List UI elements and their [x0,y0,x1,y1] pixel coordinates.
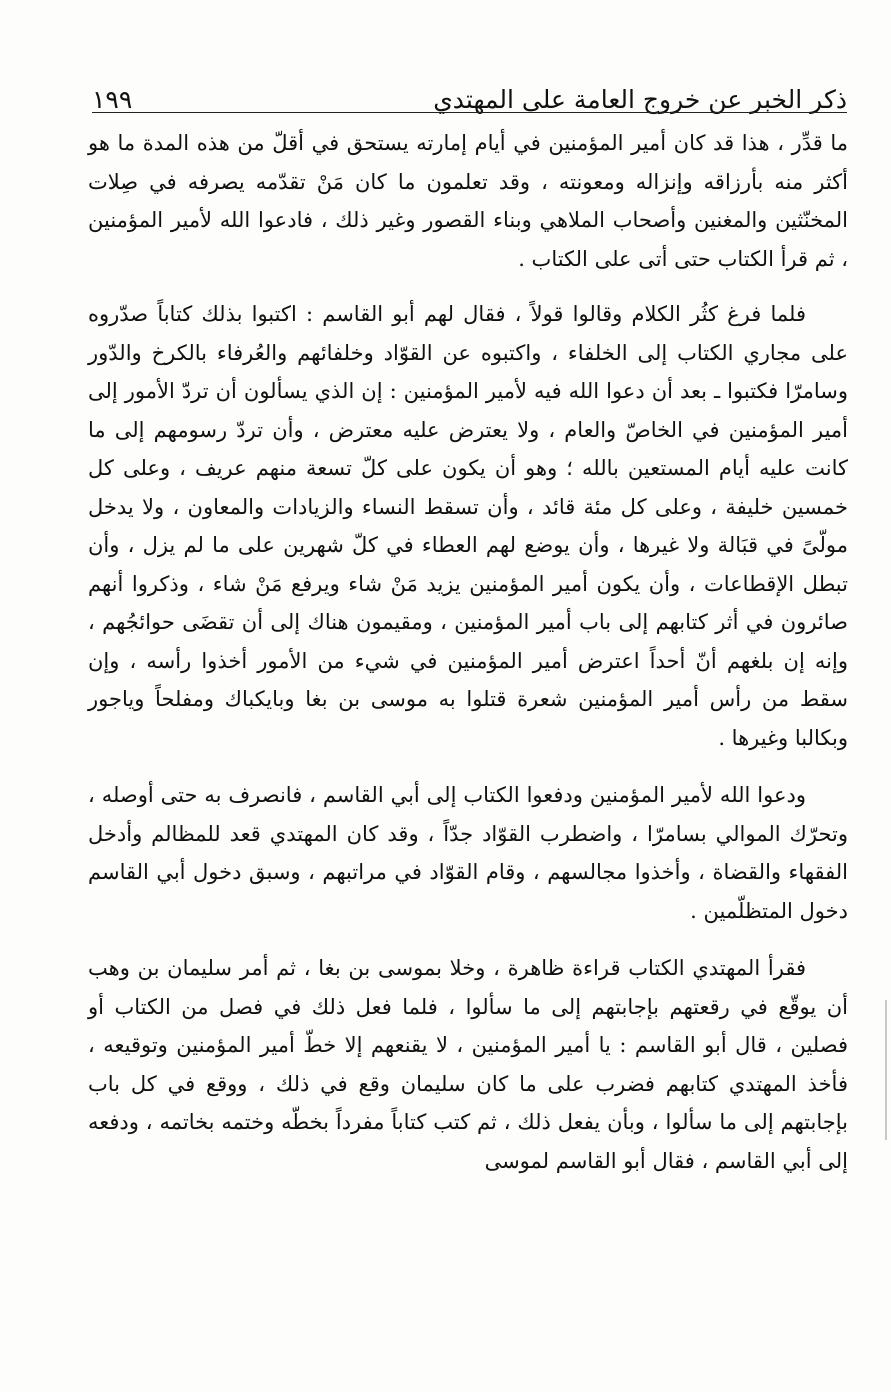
page-number: ١٩٩ [92,85,133,114]
running-title: ذكر الخبر عن خروج العامة على المهتدي [433,85,847,114]
scan-edge-mark [885,1000,887,1140]
paragraph-1: ما قدِّر ، هذا قد كان أمير المؤمنين في أيام إمارته يستحق في أقلّ من هذه المدة ما هو أكثر منه بأرزاقه وإنزاله ومعونته ، وقد تعلمون ما كان مَنْ تقدّمه يصرفه في صِلات المخنّثين والمغنين وأصحاب الملاهي وبناء القصور وغير ذلك ، فادعوا الله لأمير المؤمنين ، ثم قرأ الكتاب حتى أتى على الكتاب . [88,131,848,271]
page-header [92,60,847,112]
header-divider [92,112,847,113]
paragraph-4: فقرأ المهتدي الكتاب قراءة ظاهرة ، وخلا بموسى بن بغا ، ثم أمر سليمان بن وهب أن يوقّع في رقعتهم بإجابتهم إلى ما سألوا ، فلما فعل ذلك في فصل من الكتاب أو فصلين ، قال أبو القاسم : يا أمير المؤمنين ، لا يقنعهم إلا خطّ أمير المؤمنين وتوقيعه ، فأخذ المهتدي كتابهم فضرب على ما كان سليمان وقع في ذلك ، ووقع في كل باب بإجابتهم إلى ما سألوا ، وبأن يفعل ذلك ، ثم كتب كتاباً مفرداً بخطّه وختمه بخاتمه ، ودفعه إلى أبي القاسم ، فقال أبو القاسم لموسى [88,956,848,1173]
paragraph-3: ودعوا الله لأمير المؤمنين ودفعوا الكتاب إلى أبي القاسم ، فانصرف به حتى أوصله ، وتحرّك الموالي بسامرّا ، واضطرب القوّاد جدّاً ، وقد كان المهتدي قعد للمظالم وأدخل الفقهاء والقضاة ، وأخذوا مجالسهم ، وقام القوّاد في مراتبهم ، وسبق دخول أبي القاسم دخول المتظلّمين . [88,783,848,923]
page-body [88,124,848,1180]
paragraph-2: فلما فرغ كثُر الكلام وقالوا قولاً ، فقال لهم أبو القاسم : اكتبوا بذلك كتاباً صدّروه على مجاري الكتاب إلى الخلفاء ، واكتبوه عن القوّاد وخلفائهم والعُرفاء بالكرخ والدّور وسامرّا فكتبوا ـ بعد أن دعوا الله فيه لأمير المؤمنين : إن الذي يسألون أن تردّ الأمور إلى أمير المؤمنين في الخاصّ والعام ، ولا يعترض عليه معترض ، وأن تردّ رسومهم إلى ما كانت عليه أيام المستعين بالله ؛ وهو أن يكون على كلّ تسعة منهم عريف ، وعلى كل خمسين خليفة ، وعلى كل مئة قائد ، وأن تسقط النساء والزيادات والمعاون ، ولا يدخل مولّىً في قبَالة ولا غيرها ، وأن يوضع لهم العطاء في كلّ شهرين على ما لم يزل ، وأن تبطل الإقطاعات ، وأن يكون أمير المؤمنين يزيد مَنْ شاء ويرفع مَنْ شاء ، وذكروا أنهم صائرون في أثر كتابهم إلى باب أمير المؤمنين ، ومقيمون هناك إلى أن تقضَى حوائجُهم ، وإنه إن بلغهم أنّ أحداً اعترض أمير المؤمنين في شيء من الأمور أخذوا رأسه ، وإن سقط من رأس أمير المؤمنين شعرة قتلوا به موسى بن بغا وبايكباك ومفلحاً وياجور وبكالبا وغيرها . [88,302,848,750]
